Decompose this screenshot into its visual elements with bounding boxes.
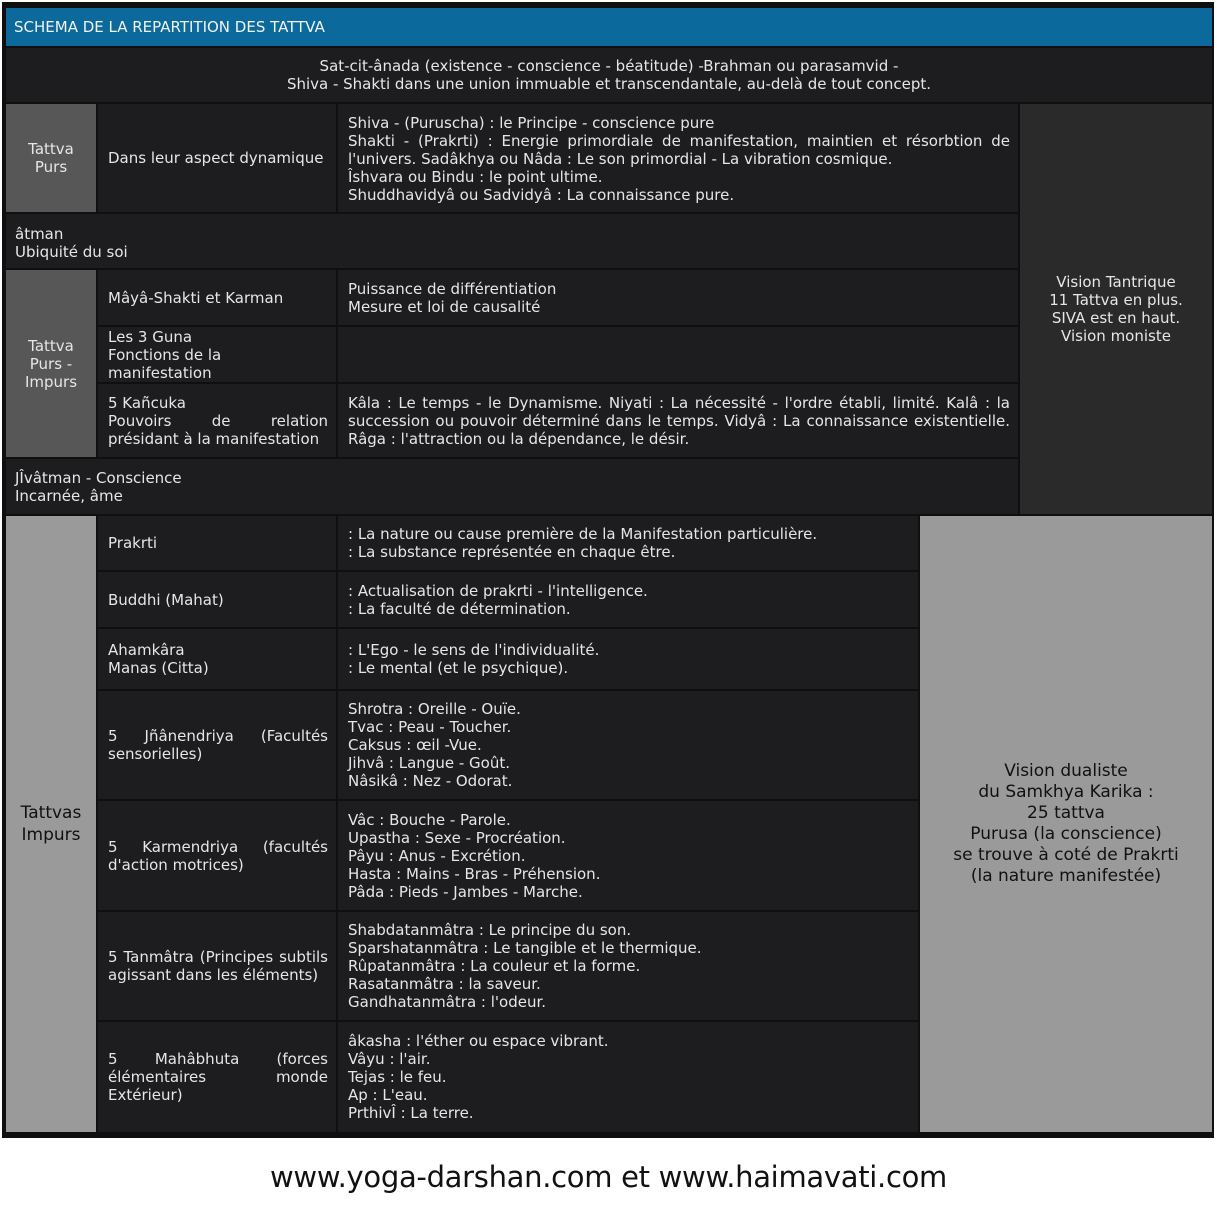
- intro-line-1: Sat-cit-ânada (existence - conscience - béatitude) -Brahman ou parasamvid -: [319, 57, 899, 75]
- row-buddhi-description: : Actualisation de prakrti - l'intelligence. : La faculté de détermination.: [338, 572, 918, 627]
- row-kancuka-name-text: 5 Kañcuka Pouvoirs de relation présidant à la manifestation: [108, 394, 328, 448]
- row-mahabhuta-name: [98, 1022, 336, 1132]
- purs-aspect-text: Dans leur aspect dynamique: [108, 149, 324, 167]
- row-karmendriya-description: Vâc : Bouche - Parole. Upastha : Sexe - Procréation. Pâyu : Anus - Excrétion. Hasta : Mains - Bras - Préhension. Pâda : Pieds - Jambes - Marche.: [338, 801, 918, 910]
- row-karmendriya-name: [98, 801, 336, 910]
- row-jnanendriya-name: [98, 691, 336, 799]
- row-tanmatra-name-text: 5 Tanmâtra (Principes subtils agissant dans les éléments): [108, 948, 328, 984]
- intro-row: [6, 48, 1212, 102]
- row-jnanendriya-name-text: 5 Jñânendriya (Facultés sensorielles): [108, 727, 328, 763]
- purs-description: Shiva - (Puruscha) : le Principe - conscience pure Shakti - (Prakrti) : Energie primordiale de manifestation, maintien et résorbtion de l'univers. Sadâkhya ou Nâda : Le son primordial - La vibration cosmique. Îshvara ou Bindu : le point ultime. Shuddhavidyâ ou Sadvidyâ : La connaissance pure.: [338, 104, 1018, 212]
- row-maya-name: Mâyâ-Shakti et Karman: [98, 270, 336, 325]
- atman-row: âtman Ubiquité du soi: [6, 214, 1018, 268]
- jivatman-row: JÎvâtman - Conscience Incarnée, âme: [6, 459, 1018, 514]
- vision-tantrique: Vision Tantrique 11 Tattva en plus. SIVA est en haut. Vision moniste: [1020, 104, 1212, 514]
- row-kancuka-name: [98, 384, 336, 457]
- row-ahamkara-name: Ahamkâra Manas (Citta): [98, 629, 336, 689]
- row-prakrti-description: : La nature ou cause première de la Manifestation particulière. : La substance représentée en chaque être.: [338, 516, 918, 570]
- tattva-table: [2, 2, 1214, 1138]
- row-kancuka-description: Kâla : Le temps - le Dynamisme. Niyati : La nécessité - l'ordre établi, limité. Kalâ : la succession ou pouvoir déterminé dans le temps. Vidyâ : La connaissance existentielle. Râga : l'attraction ou la dépendance, le désir.: [338, 384, 1018, 457]
- row-maya-description: Puissance de différentiation Mesure et loi de causalité: [338, 270, 1018, 325]
- row-guna-name: Les 3 Guna Fonctions de la manifestation: [98, 327, 336, 382]
- purs-aspect: [98, 104, 336, 212]
- footer-credits: www.yoga-darshan.com et www.haimavati.com: [270, 1160, 947, 1194]
- vision-dualiste: Vision dualiste du Samkhya Karika : 25 tattva Purusa (la conscience) se trouve à coté de Prakrti (la nature manifestée): [920, 516, 1212, 1132]
- purs-impurs-label: Tattva Purs - Impurs: [6, 270, 96, 457]
- row-mahabhuta-description: âkasha : l'éther ou espace vibrant. Vâyu : l'air. Tejas : le feu. Ap : L'eau. PrthivÎ : La terre.: [338, 1022, 918, 1132]
- row-ahamkara-description: : L'Ego - le sens de l'individualité. : Le mental (et le psychique).: [338, 629, 918, 689]
- row-buddhi-name: Buddhi (Mahat): [98, 572, 336, 627]
- intro-line-2: Shiva - Shakti dans une union immuable et transcendantale, au-delà de tout concept.: [286, 75, 932, 93]
- purs-label: Tattva Purs: [6, 104, 96, 212]
- row-mahabhuta-name-text: 5 Mahâbhuta (forces élémentaires monde Extérieur): [108, 1050, 328, 1104]
- impurs-label: Tattvas Impurs: [6, 516, 96, 1132]
- row-guna-description: [338, 327, 1018, 382]
- row-tanmatra-name: [98, 912, 336, 1020]
- row-prakrti-name: Prakrti: [98, 516, 336, 570]
- row-karmendriya-name-text: 5 Karmendriya (facultés d'action motrices): [108, 837, 328, 874]
- table-title: SCHEMA DE LA REPARTITION DES TATTVA: [6, 8, 1212, 46]
- row-tanmatra-description: Shabdatanmâtra : Le principe du son. Sparshatanmâtra : Le tangible et le thermique. Rûpatanmâtra : La couleur et la forme. Rasatanmâtra : la saveur. Gandhatanmâtra : l'odeur.: [338, 912, 918, 1020]
- row-jnanendriya-description: Shrotra : Oreille - Ouïe. Tvac : Peau - Toucher. Caksus : œil -Vue. Jihvâ : Langue - Goût. Nâsikâ : Nez - Odorat.: [338, 691, 918, 799]
